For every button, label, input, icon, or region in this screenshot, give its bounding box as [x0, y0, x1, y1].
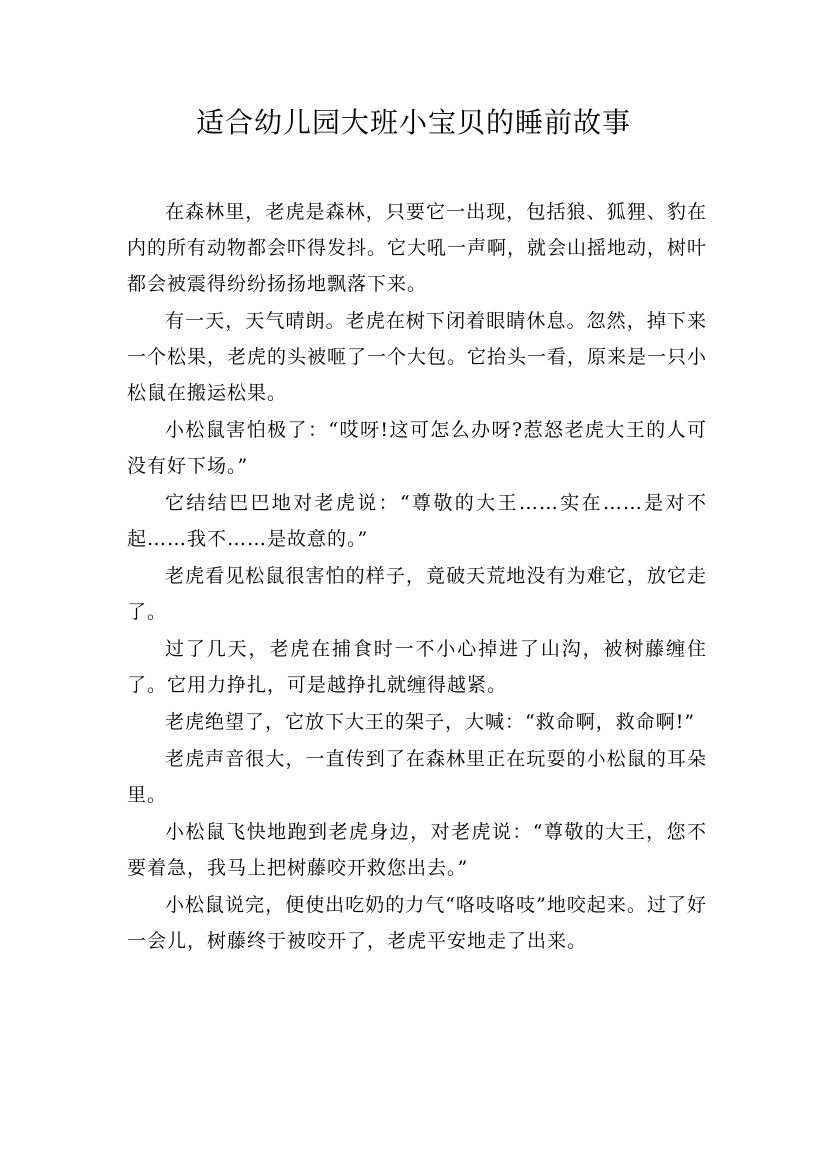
paragraph: 小松鼠飞快地跑到老虎身边，对老虎说：“尊敬的大王，您不要着急，我马上把树藤咬开救您出去。”: [127, 821, 707, 879]
document-title: 适合幼儿园大班小宝贝的睡前故事: [195, 106, 631, 139]
paragraph: 在森林里，老虎是森林，只要它一出现，包括狼、狐狸、豹在内的所有动物都会吓得发抖。它大吼一声啊，就会山摇地动，树叶都会被震得纷纷扬扬地飘落下来。: [127, 201, 708, 295]
paragraph: 老虎声音很大，一直传到了在森林里正在玩耍的小松鼠的耳朵里。: [127, 748, 707, 806]
paragraph: 它结结巴巴地对老虎说：“尊敬的大王……实在……是对不起……我不……是故意的。”: [127, 492, 707, 550]
paragraph: 有一天，天气晴朗。老虎在树下闭着眼睛休息。忽然，掉下来一个松果，老虎的头被咂了一个大包。它抬头一看，原来是一只小松鼠在搬运松果。: [127, 310, 708, 404]
paragraph: 过了几天，老虎在捕食时一不小心掉进了山沟，被树藤缠住了。它用力挣扎，可是越挣扎就缠得越紧。: [127, 638, 707, 696]
paragraph: 小松鼠说完，便使出吃奶的力气“咯吱咯吱”地咬起来。过了好一会儿，树藤终于被咬开了，老虎平安地走了出来。: [127, 894, 707, 952]
document-body: [127, 194, 707, 960]
paragraph: 老虎绝望了，它放下大王的架子，大喊：“救命啊，救命啊!”: [165, 711, 696, 733]
paragraph: 小松鼠害怕极了：“哎呀!这可怎么办呀?惹怒老虎大王的人可没有好下场。”: [127, 419, 707, 477]
paragraph: 老虎看见松鼠很害怕的样子，竟破天荒地没有为难它，放它走了。: [127, 565, 707, 623]
